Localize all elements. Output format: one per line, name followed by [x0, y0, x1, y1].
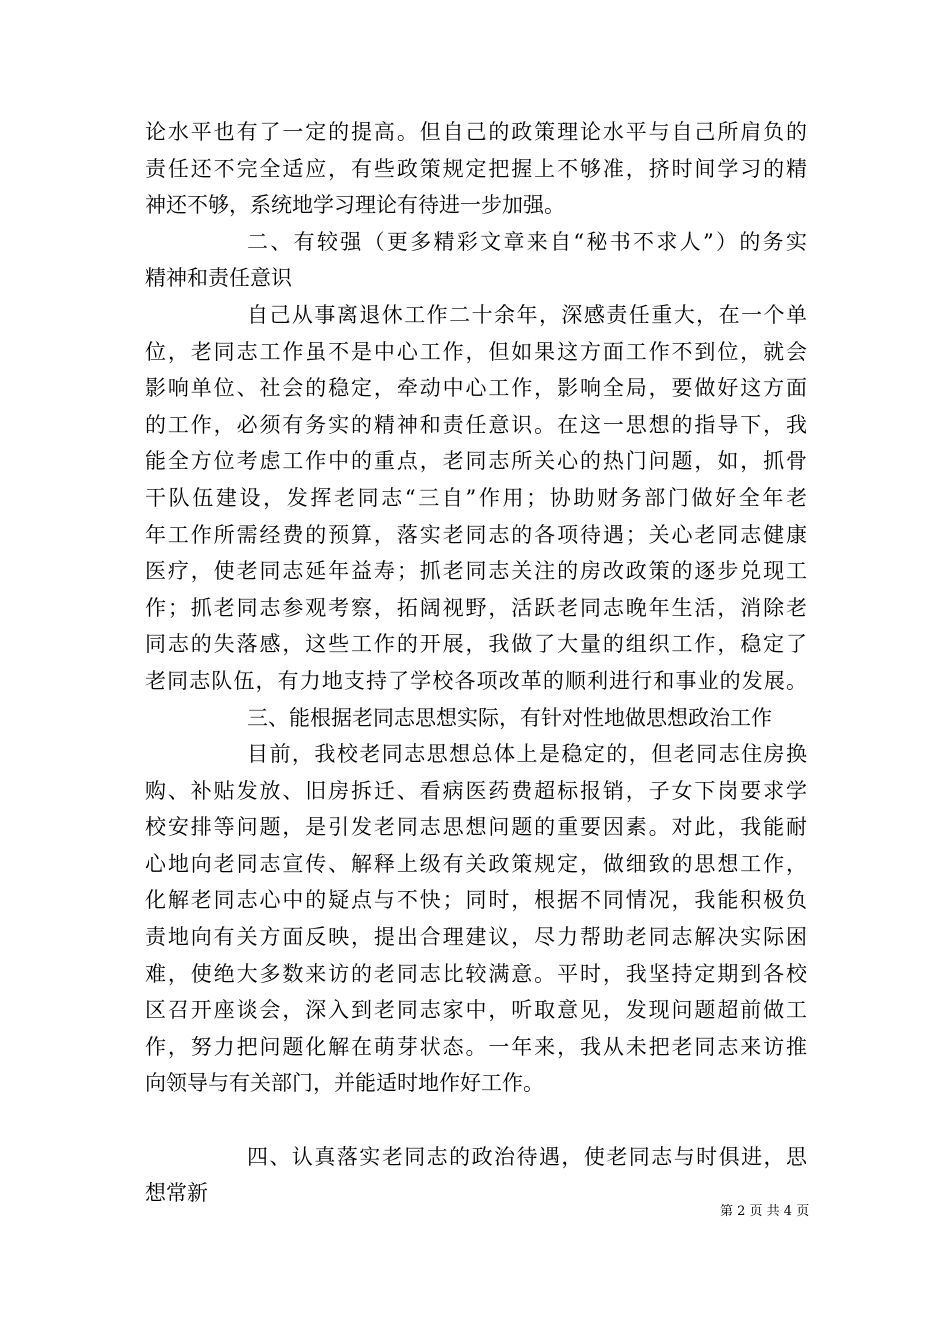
text-line: 向领导与有关部门，并能适时地作好工作。	[145, 1071, 544, 1096]
text-line: 作；抓老同志参观考察，拓阔视野，活跃老同志晚年生活，消除老	[145, 595, 807, 620]
text-line: 神还不够，系统地学习理论有待进一步加强。	[145, 193, 565, 218]
text-line: 自己从事离退休工作二十余年，深感责任重大，在一个单	[247, 302, 807, 327]
text-line: 位，老同志工作虽不是中心工作，但如果这方面工作不到位，就会	[145, 339, 807, 364]
section-heading-4: 四、认真落实老同志的政治待遇，使老同志与时俱进，思	[247, 1144, 807, 1169]
text-line: 区召开座谈会，深入到老同志家中，听取意见，发现问题超前做工	[145, 998, 807, 1023]
text-line: 购、补贴发放、旧房拆迁、看病医药费超标报销，子女下岗要求学	[145, 778, 807, 803]
document-body	[145, 114, 807, 1212]
text-line: 干队伍建设，发挥老同志“三自”作用；协助财务部门做好全年老	[145, 485, 807, 510]
text-line: 能全方位考虑工作中的重点，老同志所关心的热门问题，如，抓骨	[145, 449, 807, 474]
blank-line	[145, 1102, 807, 1139]
section-heading-2: 二、有较强（更多精彩文章来自“秘书不求人”）的务实	[247, 229, 807, 254]
text-line: 责任还不完全适应，有些政策规定把握上不够准，挤时间学习的精	[145, 156, 807, 181]
page-number: 第 2 页 共 4 页	[720, 1204, 810, 1219]
text-line: 的工作，必须有务实的精神和责任意识。在这一思想的指导下，我	[145, 412, 807, 437]
text-line: 影响单位、社会的稳定，牵动中心工作，影响全局，要做好这方面	[145, 376, 807, 401]
text-line: 论水平也有了一定的提高。但自己的政策理论水平与自己所肩负的	[145, 120, 807, 144]
text-line: 化解老同志心中的疑点与不快；同时，根据不同情况，我能积极负	[145, 888, 807, 913]
section-heading-2-cont: 精神和责任意识	[145, 266, 292, 291]
text-line: 心地向老同志宣传、解释上级有关政策规定，做细致的思想工作，	[145, 851, 807, 876]
text-line: 老同志队伍，有力地支持了学校各项改革的顺利进行和事业的发展。	[145, 668, 807, 693]
text-line: 作，努力把问题化解在萌芽状态。一年来，我从未把老同志来访推	[145, 1034, 807, 1059]
text-line: 责地向有关方面反映，提出合理建议，尽力帮助老同志解决实际困	[145, 925, 807, 950]
text-line: 年工作所需经费的预算，落实老同志的各项待遇；关心老同志健康	[145, 522, 807, 547]
text-line: 目前，我校老同志思想总体上是稳定的，但老同志住房换	[247, 742, 807, 767]
text-line: 同志的失落感，这些工作的开展，我做了大量的组织工作，稳定了	[145, 632, 807, 657]
section-heading-3: 三、能根据老同志思想实际，有针对性地做思想政治工作	[247, 705, 772, 730]
section-heading-4-cont: 想常新	[145, 1181, 208, 1206]
text-line: 难，使绝大多数来访的老同志比较满意。平时，我坚持定期到各校	[145, 961, 807, 986]
text-line: 校安排等问题，是引发老同志思想问题的重要因素。对此，我能耐	[145, 815, 807, 840]
text-line: 医疗，使老同志延年益寿；抓老同志关注的房改政策的逐步兑现工	[145, 559, 807, 584]
